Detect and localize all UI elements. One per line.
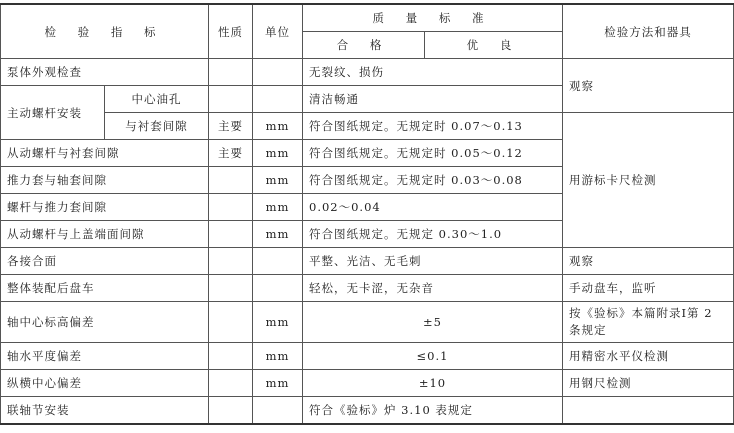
table-row xyxy=(1,343,734,370)
table-row xyxy=(1,275,734,302)
row-standard: ≤0.1 xyxy=(303,343,563,370)
row-nature xyxy=(209,302,253,343)
header-indicator: 检 验 指 标 xyxy=(1,4,209,59)
row-method: 手动盘车，监听 xyxy=(563,275,734,302)
row-standard: 无裂纹、损伤 xyxy=(303,59,563,86)
row-nature: 主要 xyxy=(209,113,253,140)
row-nature xyxy=(209,221,253,248)
row-nature xyxy=(209,248,253,275)
row-item: 从动螺杆与上盖端面间隙 xyxy=(1,221,209,248)
row-item: 纵横中心偏差 xyxy=(1,370,209,397)
row-unit: mm xyxy=(253,302,303,343)
header-nature: 性质 xyxy=(209,4,253,59)
row-nature xyxy=(209,167,253,194)
row-method: 用精密水平仪检测 xyxy=(563,343,734,370)
row-nature xyxy=(209,370,253,397)
table-row xyxy=(1,397,734,425)
row-item: 从动螺杆与衬套间隙 xyxy=(1,140,209,167)
row-method: 观察 xyxy=(563,248,734,275)
row-method: 用游标卡尺检测 xyxy=(563,113,734,248)
row-unit xyxy=(253,86,303,113)
table-row xyxy=(1,113,734,140)
row-nature xyxy=(209,275,253,302)
row-item: 整体装配后盘车 xyxy=(1,275,209,302)
row-subitem: 与衬套间隙 xyxy=(105,113,209,140)
row-group: 主动螺杆安装 xyxy=(1,86,105,140)
row-unit: mm xyxy=(253,370,303,397)
row-item: 联轴节安装 xyxy=(1,397,209,425)
row-item: 轴中心标高偏差 xyxy=(1,302,209,343)
row-standard: 轻松，无卡涩，无杂音 xyxy=(303,275,563,302)
row-unit xyxy=(253,397,303,425)
row-unit: mm xyxy=(253,221,303,248)
header-pass: 合 格 xyxy=(303,32,425,59)
row-unit: mm xyxy=(253,343,303,370)
row-unit: mm xyxy=(253,113,303,140)
row-method xyxy=(563,397,734,425)
table-row xyxy=(1,59,734,86)
row-standard: 符合图纸规定。无规定时 0.05～0.12 xyxy=(303,140,563,167)
row-unit xyxy=(253,275,303,302)
row-standard: 符合图纸规定。无规定时 0.07～0.13 xyxy=(303,113,563,140)
row-standard: 平整、光洁、无毛刺 xyxy=(303,248,563,275)
row-subitem: 中心油孔 xyxy=(105,86,209,113)
row-unit: mm xyxy=(253,167,303,194)
row-item: 轴水平度偏差 xyxy=(1,343,209,370)
header-unit: 单位 xyxy=(253,4,303,59)
row-nature xyxy=(209,194,253,221)
row-unit: mm xyxy=(253,140,303,167)
row-method: 按《验标》本篇附录Ⅰ第 2 条规定 xyxy=(563,302,734,343)
row-item: 推力套与轴套间隙 xyxy=(1,167,209,194)
row-nature xyxy=(209,59,253,86)
row-nature xyxy=(209,343,253,370)
row-standard: 符合图纸规定。无规定时 0.03～0.08 xyxy=(303,167,563,194)
table-row xyxy=(1,248,734,275)
row-standard: 符合图纸规定。无规定 0.30～1.0 xyxy=(303,221,563,248)
row-unit xyxy=(253,59,303,86)
table-row xyxy=(1,302,734,343)
inspection-table xyxy=(0,3,734,425)
header-quality-standard: 质 量 标 准 xyxy=(303,4,563,32)
row-item: 泵体外观检查 xyxy=(1,59,209,86)
row-method: 用钢尺检测 xyxy=(563,370,734,397)
row-unit: mm xyxy=(253,194,303,221)
row-item: 各接合面 xyxy=(1,248,209,275)
row-item: 螺杆与推力套间隙 xyxy=(1,194,209,221)
row-unit xyxy=(253,248,303,275)
row-nature xyxy=(209,86,253,113)
row-standard: ±10 xyxy=(303,370,563,397)
row-nature xyxy=(209,397,253,425)
row-standard: 清洁畅通 xyxy=(303,86,563,113)
row-standard: ±5 xyxy=(303,302,563,343)
header-method: 检验方法和器具 xyxy=(563,4,734,59)
row-standard: 符合《验标》炉 3.10 表规定 xyxy=(303,397,563,425)
row-standard: 0.02～0.04 xyxy=(303,194,563,221)
row-nature: 主要 xyxy=(209,140,253,167)
row-method: 观察 xyxy=(563,59,734,113)
header-excellent: 优 良 xyxy=(425,32,563,59)
table-row xyxy=(1,370,734,397)
